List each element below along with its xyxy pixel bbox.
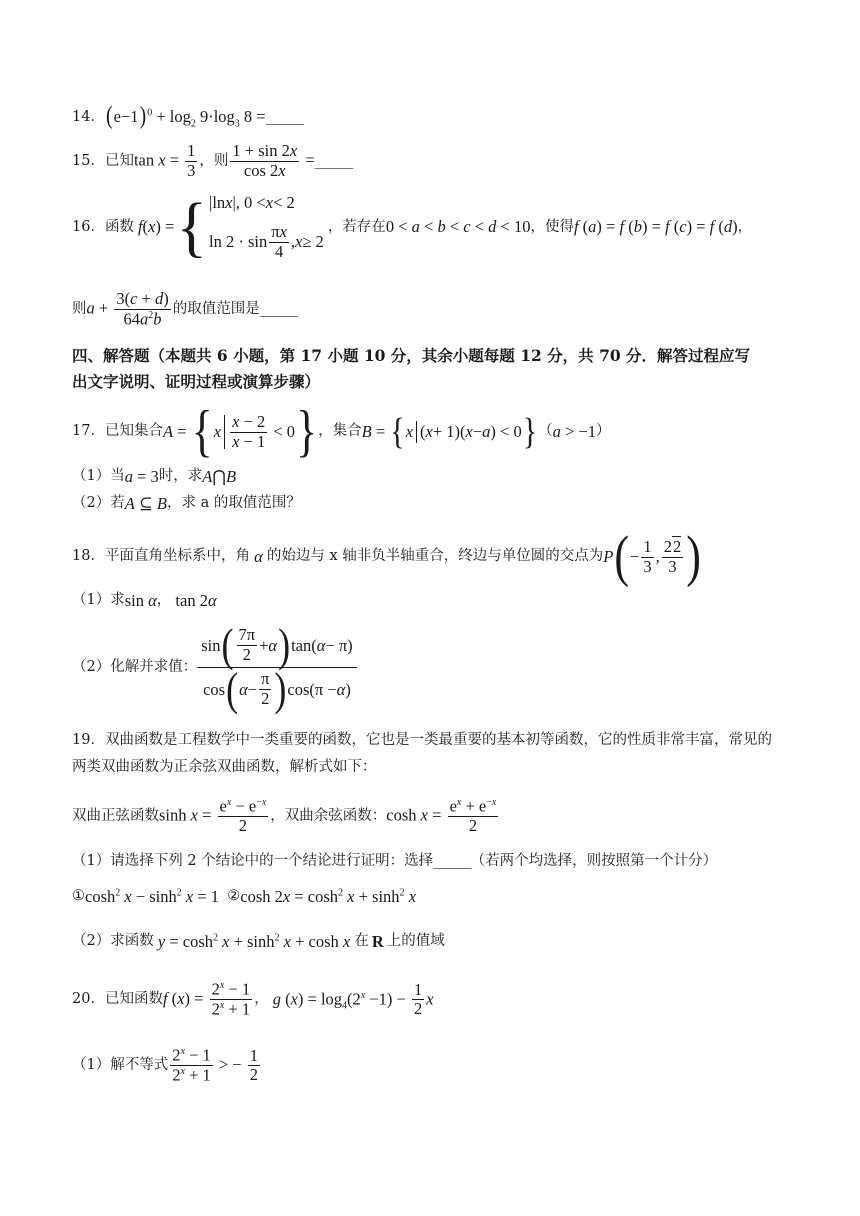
question-18-part2: （2）化解并求值： sin ( $\frac{7\pi}{2}$ + α ) tan( α − π) cos ( α − $\frac{\pi}{2}$ ) cos(π − α ) [72,626,357,709]
question-number: 16． [72,218,105,235]
question-18-part1: （1）求 sin α ， tan 2α [72,591,217,610]
question-number: 18． [72,548,105,565]
question-15: 15． 已知 tan x = $\frac{1}{3}$ ，则 $\frac{1 + \sin 2x}{\cos 2x}$ = ______ [72,141,353,180]
question-19-choices [72,887,416,907]
answer-blank: ______ [259,301,298,318]
function-f: f (x) = $\frac{2^x - 1}{2^x + 1}$ [162,979,251,1019]
identity-2: $\cosh 2x = \cosh^2 x + \sinh^2 x$ [240,887,417,906]
q16-condition: 0 < a < b < c < d < 10 [385,217,531,237]
question-19-line2: 两类双曲函数为正余弦双曲函数，解析式如下： [72,759,377,775]
sinh-definition: sinh x = $\frac{e^x - e^{-x}}{2}$ [159,796,267,836]
answer-blank: ______ [265,109,304,126]
hyperbolic-definitions: 双曲正弦函数 sinh x = $\frac{e^x - e^{-x}}{2}$ ，双曲余弦函数： cosh x = $\frac{e^x + e^{-x}}{2}$ [72,797,500,836]
answer-blank: ______ [433,853,471,869]
question-20-part1: （1）解不等式 $\frac{2^x - 1}{2^x + 1}$ > − $\frac{1}{2}$ [72,1046,262,1086]
question-18: 18． 平面直角坐标系中，角 α 的始边与 x 轴非负半轴重合，终边与单位圆的交点为 P ( − $\frac{1}{3}$ , $\frac{22}{3}$ ) [72,524,701,589]
set-a-definition: A = { x $\frac{x - 2}{x - 1}$ < 0 } [162,399,318,464]
question-17-part2: （2）若 A ⊆ B ，求 a 的取值范围？ [72,494,301,513]
question-17: 17． 已知集合 A = { x $\frac{x - 2}{x - 1}$ < 0 } ，集合 B = { x ( x + 1)( x − a ) < 0 } （ a > −1 ） [72,399,611,464]
inequality: $\frac{2^x - 1}{2^x + 1}$ > − $\frac{1}{2}$ [172,1045,258,1085]
question-number: 14． [72,109,105,126]
set-b-definition: B = { x ( x + 1)( x − a ) < 0 } [361,410,538,452]
question-19: 19．双曲函数是工程数学中一类重要的函数，它也是一类最重要的基本初等函数，它的性质非常丰富，常见的 [72,732,772,748]
section-heading-line2: 出文字说明、证明过程或演算步骤） [72,372,321,391]
question-16-line2: 则 a + $\frac{3(c + d)}{64a^2b}$ 的取值范围是 ______ [72,289,298,329]
q14-formula: $(e-1)^0 + \log_2 9\cdot\log_3$ 8 = [105,102,266,130]
question-16: 16． 函数 f ( x ) = { |ln x |, 0 < x < 2 ln 2 · sin $\frac{\pi x}{4}$ , x ≥ 2 ，若存在 0 < a < b < c < d < 10 ，使得 f (a) = f (b) = f (c) = f (d) ， [72,189,753,265]
question-19-part2: （2）求函数 $y = \cosh^2 x + \sinh^2 x + \cosh x$ 在 R 上的值域 [72,932,445,951]
question-17-part1: （1）当 a = 3 时，求 A⋂B [72,467,237,486]
q15-condition: tan x = $\frac{1}{3}$ [133,141,196,180]
function-g: g $(x) = \log_4(2^x -1)$ − $\frac{1}{2}$ x [272,979,434,1019]
q16-piecewise-function: f ( x ) = { |ln x |, 0 < x < 2 ln 2 · sin $\frac{\pi x}{4}$ , x ≥ 2 [137,189,324,265]
q16-range-expression: a + $\frac{3(c + d)}{64a^2b}$ [86,289,169,329]
question-14 [72,102,304,130]
cosh-definition: cosh x = $\frac{e^x + e^{-x}}{2}$ [386,796,497,836]
q15-expression: $\frac{1 + \sin 2x}{\cos 2x}$ = [232,141,315,180]
q16-equality: f (a) = f (b) = f (c) = f (d) [573,217,738,237]
question-19-part1: （1）请选择下列 2 个结论中的一个结论进行证明：选择 ______ （若两个均选择，则按照第一个计分） [72,853,718,869]
simplify-expression: sin ( $\frac{7\pi}{2}$ + α ) tan( α − π) cos ( α − $\frac{\pi}{2}$ ) cos(π − α ) [197,626,356,709]
section-heading: 四、解答题（本题共 6 小题，第 17 小题 10 分，其余小题每题 12 分，共 70 分．解答过程应写 [72,346,751,365]
choice-2-marker: ② [227,888,241,905]
point-p: P ( − $\frac{1}{3}$ , $\frac{22}{3}$ ) [603,524,701,589]
question-20: 20． 已知函数 f (x) = $\frac{2^x - 1}{2^x + 1}$ ， g $(x) = \log_4(2^x -1)$ − $\frac{1}{2}$ x [72,979,434,1019]
choice-1-marker: ① [72,888,85,905]
identity-1: $\cosh^2 x - \sinh^2 x = 1$ [85,887,228,906]
question-number: 15． [72,152,105,169]
question-number: 20． [72,991,105,1008]
answer-blank: ______ [314,152,353,169]
question-number: 17． [72,423,105,440]
